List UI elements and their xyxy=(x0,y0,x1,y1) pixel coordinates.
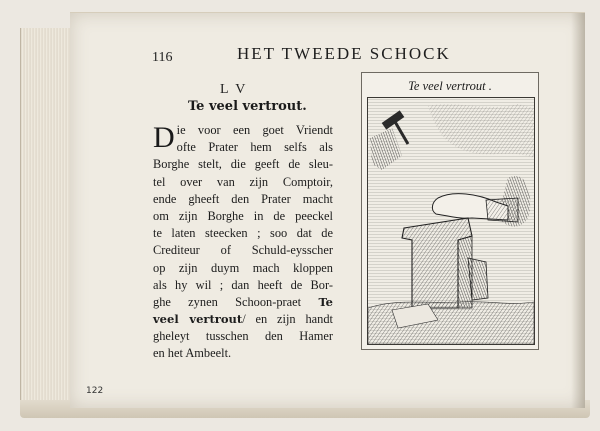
anvil-step xyxy=(468,258,488,300)
text-line: ende gheeft den Prater macht xyxy=(153,191,333,206)
ground xyxy=(368,302,534,344)
text-line: ofte Prater hem selfs als xyxy=(176,140,333,155)
plate-caption: Te veel vertrout . xyxy=(408,79,492,93)
drop-cap: D xyxy=(153,121,175,154)
text-line: Crediteur of Schuld-eysscher xyxy=(153,243,333,258)
engraving-illustration xyxy=(367,97,535,345)
text-line: te laten steecken ; soo dat de xyxy=(153,226,333,241)
text-line: gheleyt tusschen den Hamer xyxy=(153,329,333,344)
page-gutter-shadow xyxy=(571,13,585,408)
text-line-with-blackletter xyxy=(153,294,333,311)
blackletter-phrase: veel vertrout xyxy=(153,312,243,327)
engraving-plate xyxy=(361,72,539,350)
text-line: Borghe stelt, die geeft de sleu- xyxy=(153,157,333,172)
emblem-text xyxy=(153,122,333,363)
text-line: als hy wil ; dan heeft de Bor- xyxy=(153,277,333,292)
blackletter-word: Te xyxy=(318,294,333,309)
text-line-part: / en zijn handt xyxy=(242,312,333,327)
text-line: tel over van zijn Comptoir, xyxy=(153,174,333,189)
emblem-numeral: L V xyxy=(220,82,248,97)
text-line: om zijn Borghe in de peeckel xyxy=(153,208,333,223)
sleeve xyxy=(486,198,518,222)
page-number: 116 xyxy=(152,50,173,65)
text-line-with-blackletter xyxy=(153,311,333,328)
text-line-part: ghe zynen Schoon-praet xyxy=(153,294,302,309)
running-head: HET TWEEDE SCHOCK xyxy=(237,44,451,63)
text-line: en het Ambeelt. xyxy=(153,346,232,361)
anvil-hand-hammer-engraving xyxy=(368,98,534,344)
text-line: op zijn duym mach kloppen xyxy=(153,260,333,275)
corner-number: 122 xyxy=(86,386,104,396)
text-line: ie voor een goet Vriendt xyxy=(176,123,333,137)
emblem-title: Te veel vertrout. xyxy=(188,99,307,114)
